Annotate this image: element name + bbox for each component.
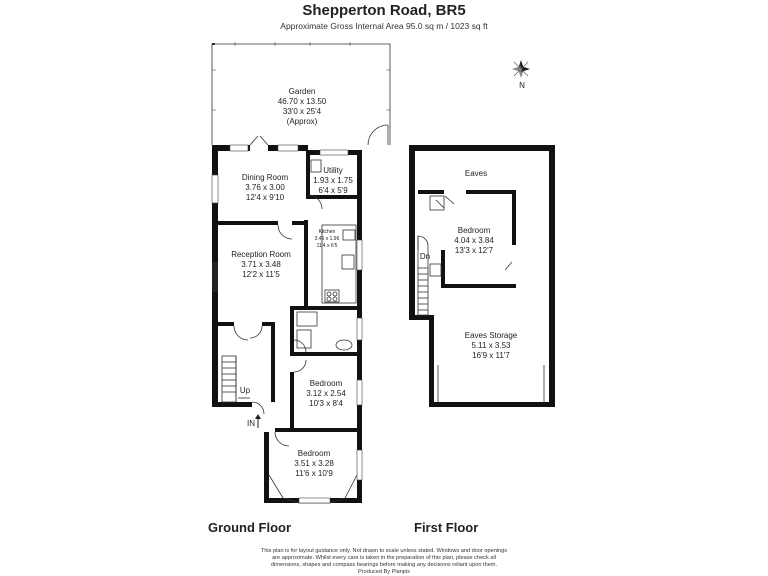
garden-note: (Approx) [286,117,318,126]
utility-imperial: 6'4 x 5'9 [318,186,348,195]
ff-bedroom-metric: 4.04 x 3.84 [454,236,494,245]
reception-room-name: Reception Room [231,250,291,259]
entrance-arrow-icon [255,414,261,428]
bedroom-front-imperial: 11'6 x 10'9 [295,469,333,478]
eaves-storage-name: Eaves Storage [464,331,518,340]
eaves-storage-metric: 5.11 x 3.53 [471,341,511,350]
ff-stairs-label: Dn [419,252,431,261]
kitchen-metric: 3.45 x 1.96 [314,236,340,242]
reception-room-metric: 3.71 x 3.48 [241,260,281,269]
ground-floor-label: Ground Floor [208,520,292,535]
kitchen-name: Kitchen [318,229,336,235]
utility-metric: 1.93 x 1.75 [313,176,353,185]
disclaimer-line-2: are approximate. Whilst every care is taken in the preparation of this plan, please check all [272,555,496,561]
bedroom-small-name: Bedroom [309,379,343,388]
first-floor-label: First Floor [414,520,479,535]
compass-icon [512,60,530,90]
disclaimer-line-3: dimensions, shapes and compass bearings before making any decisions reliant upon them. [270,562,498,568]
page-title: Shepperton Road, BR5 [302,2,466,19]
kitchen-imperial: 11'4 x 6'5 [316,243,338,249]
garden-imperial: 33'0 x 25'4 [282,107,322,116]
garden-metric: 46.70 x 13.50 [277,97,327,106]
eaves-storage-imperial: 16'9 x 11'7 [472,351,510,360]
ff-bedroom-name: Bedroom [457,226,491,235]
ground-stairs-label: Up [239,386,251,395]
dining-room-metric: 3.76 x 3.00 [245,183,285,192]
bedroom-front-name: Bedroom [297,449,331,458]
first-floor-stairs [418,236,431,315]
garden [212,42,390,145]
ground-stairs [222,356,250,402]
bedroom-small-metric: 3.12 x 2.54 [306,389,346,398]
disclaimer-line-1: This plan is for layout guidance only. Not drawn to scale unless stated. Windows and door openings [260,548,508,554]
garden-name: Garden [288,87,316,96]
dining-room-imperial: 12'4 x 9'10 [245,193,285,202]
bedroom-front-metric: 3.51 x 3.28 [294,459,334,468]
entrance-label: IN [247,419,255,428]
dining-room-name: Dining Room [241,173,289,182]
disclaimer-line-4: Produced By Planpix [358,569,410,575]
eaves-name: Eaves [464,169,488,178]
reception-room-imperial: 12'2 x 11'5 [242,270,280,279]
ff-bedroom-imperial: 13'3 x 12'7 [454,246,494,255]
bedroom-small-imperial: 10'3 x 8'4 [309,399,343,408]
compass-north-label: N [519,81,525,90]
ground-floor-walls [212,145,362,503]
utility-name: Utility [323,166,343,175]
page-subtitle: Approximate Gross Internal Area 95.0 sq m / 1023 sq ft [280,21,488,31]
